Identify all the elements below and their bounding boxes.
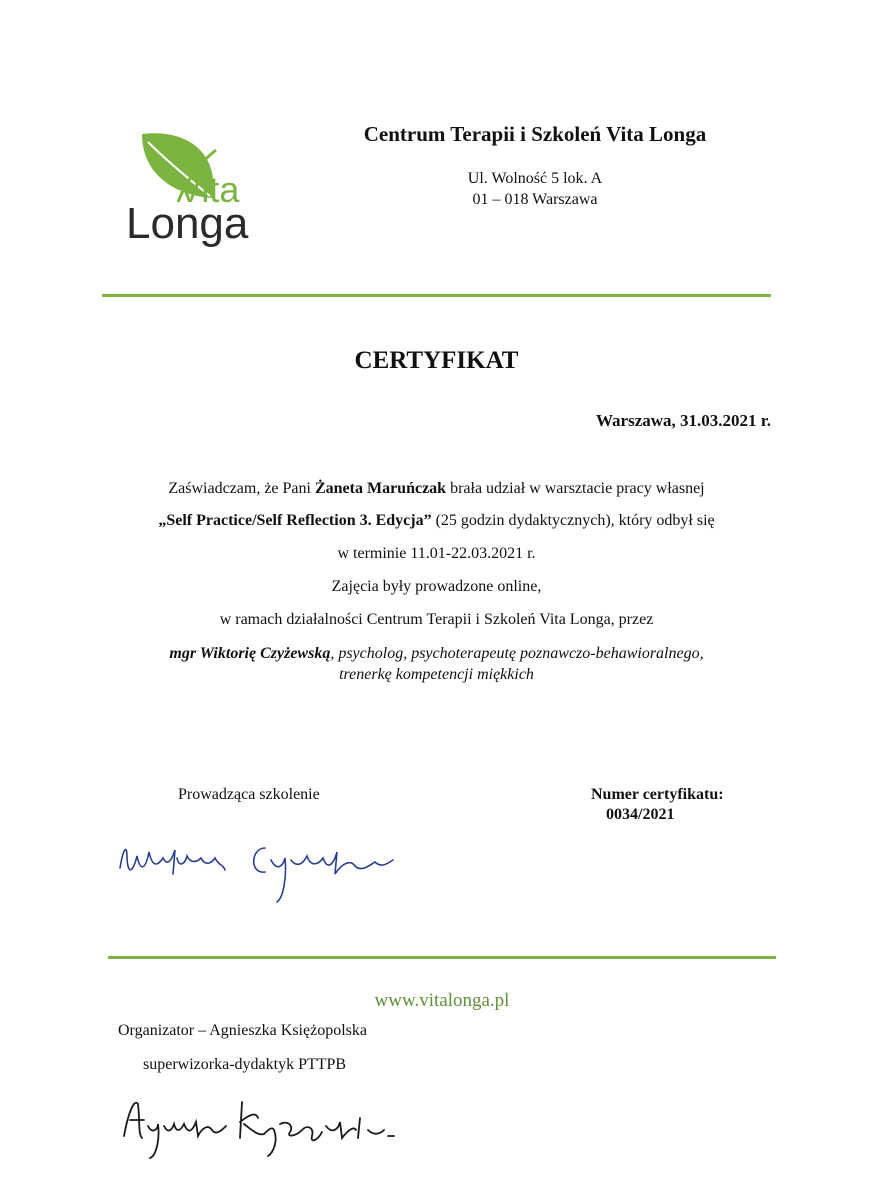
workshop-title: „Self Practice/Self Reflection 3. Edycja” [158,512,432,529]
trainer-label: Prowadząca szkolenie [178,786,320,803]
organizer-signature [118,1090,403,1165]
address-street: Ul. Wolność 5 lok. A [467,170,603,187]
certificate-number-label: Numer certyfikatu: [591,786,724,803]
body-line-4: Zajęcia były prowadzone online, [331,578,542,595]
organization-name: Centrum Terapii i Szkoleń Vita Longa [363,122,707,146]
header-divider [102,294,771,297]
participant-name: Żaneta Maruńczak [314,480,447,497]
signature-1-image [115,828,405,908]
leaf-logo-icon [120,126,260,256]
body-line-3: w terminie 11.01-22.03.2021 r. [337,545,536,562]
logo-word-vita: Vita [178,169,240,210]
vita-longa-logo [120,126,260,256]
body-line-1-pre: Zaświadczam, że Pani [168,480,315,497]
website-link[interactable]: www.vitalonga.pl [374,990,510,1011]
address-city: 01 – 018 Warszawa [472,191,598,208]
certificate-number: 0034/2021 [606,806,675,823]
signature-2-image [118,1090,403,1165]
logo-word-longa: Longa [126,199,249,248]
body-line-1-post: brała udział w warsztacie pracy własnej [446,480,705,497]
body-line-2-post: (25 godzin dydaktycznych), który odbył się [431,512,715,529]
footer-divider [108,956,776,959]
body-line-1 [0,480,873,498]
trainer-name: mgr Wiktorię Czyżewską [169,645,331,662]
body-line-2 [0,512,873,530]
trainer-signature [115,828,405,908]
trainer-credentials: , psycholog, psychoterapeutę poznawczo-behawioralnego, [330,645,704,662]
supervisor-line: superwizorka-dydaktyk PTTPB [143,1056,347,1073]
body-line-5: w ramach działalności Centrum Terapii i Szkoleń Vita Longa, przez [219,611,654,628]
body-line-7: trenerkę kompetencji miękkich [339,666,534,683]
organizer-line: Organizator – Agnieszka Księżopolska [118,1022,367,1039]
certificate-title: CERTYFIKAT [354,347,519,374]
issue-date: Warszawa, 31.03.2021 r. [595,411,771,430]
body-line-6 [0,645,873,663]
